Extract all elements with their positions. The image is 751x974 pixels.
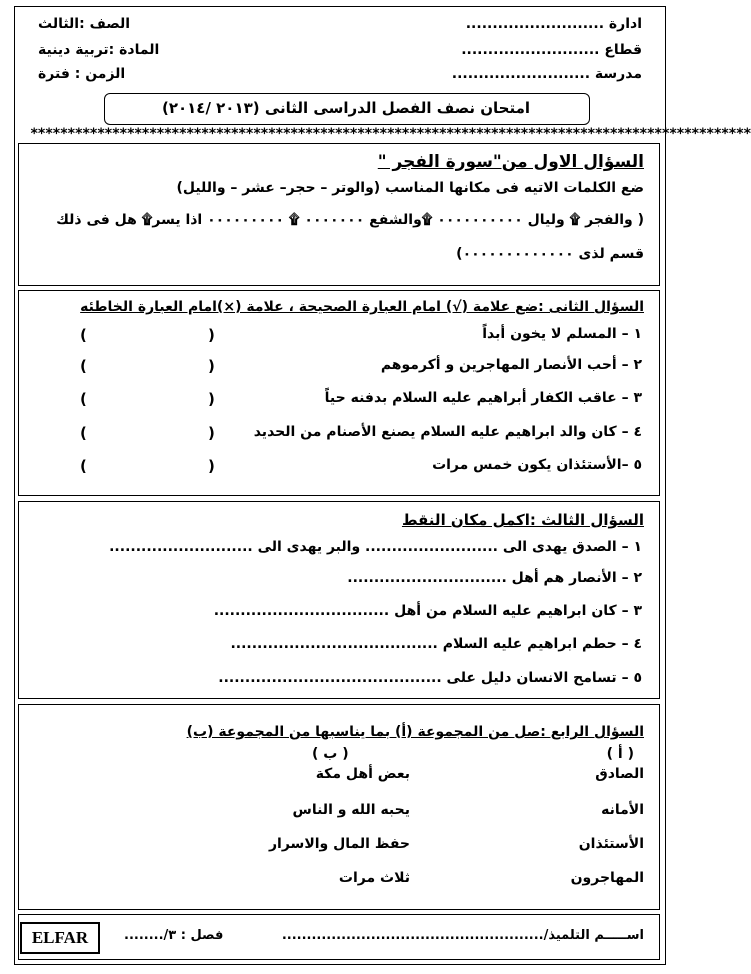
- brand-box: [20, 922, 100, 954]
- q2-open-paren-3: (: [208, 390, 215, 408]
- header-time: الزمن : فترة: [38, 66, 126, 82]
- q2-open-paren-2: (: [208, 357, 215, 375]
- q4-a-item-2: الأمانه: [601, 802, 644, 818]
- q2-item-5: ٥ –الأستئذان يكون خمس مرات: [432, 457, 642, 473]
- q1-instruction: ضع الكلمات الاتيه فى مكانها المناسب (والوتر – حجر– عشر – والليل): [176, 180, 644, 196]
- q2-close-paren-5: ): [80, 457, 87, 475]
- q4-a-item-4: المهاجرون: [570, 870, 644, 886]
- q4-b-item-2: يحبه الله و الناس: [292, 802, 410, 818]
- q2-open-paren-4: (: [208, 424, 215, 442]
- q1-title: السؤال الاول من"سورة الفجر ": [377, 152, 644, 172]
- header-school: مدرسة ..........................: [451, 66, 642, 82]
- q4-b-item-3: حفظ المال والاسرار: [268, 836, 410, 852]
- q2-item-1: ١ – المسلم لا يخون أبداً: [482, 326, 642, 342]
- q2-title: السؤال الثانى :ضع علامة (√) امام العبارة الصحيحة ، علامة (×)امام العبارة الخاطئه: [80, 299, 644, 315]
- q3-item-1: ١ – الصدق يهدى الى ......................... والبر يهدى الى ...........................: [109, 539, 642, 555]
- q4-group-b-label: ( ب ): [312, 746, 349, 762]
- brand-label: ELFAR: [31, 928, 89, 947]
- q3-item-4: ٤ – حطم ابراهيم عليه السلام .......................................: [230, 636, 642, 652]
- q2-close-paren-2: ): [80, 357, 87, 375]
- q2-item-4: ٤ – كان والد ابراهيم عليه السلام يصنع الأصنام من الحديد: [253, 424, 642, 440]
- q2-close-paren-4: ): [80, 424, 87, 442]
- q4-b-item-4: ثلاث مرات: [338, 870, 410, 886]
- q3-title: السؤال الثالث :اكمل مكان النقط: [401, 511, 644, 529]
- class-field: فصل : ٣/........: [124, 928, 224, 943]
- header-subject: المادة :تربية دينية: [38, 42, 160, 58]
- q1-verse-line-2: قسم لذى ٠٠٠٠٠٠٠٠٠٠٠٠٠): [456, 246, 644, 262]
- stars-divider: *************************************************************************************************: [30, 126, 751, 142]
- q2-item-2: ٢ – أحب الأنصار المهاجرين و أكرموهم: [380, 357, 642, 373]
- q4-b-item-1: بعض أهل مكة: [315, 766, 410, 782]
- q1-verse-line-1: ( والفجر ۩ وليال ٠٠٠٠٠٠٠٠٠٠ ۩والشفع ٠٠٠٠٠٠٠ ۩ ٠٠٠٠٠٠٠٠٠ اذا يسر۩ هل فى ذلك: [56, 212, 644, 228]
- header-grade: الصف :الثالث: [38, 16, 131, 32]
- student-name-field: اســـــم التلميذ/.....................................................: [281, 928, 644, 943]
- header-sector: قطاع ..........................: [461, 42, 642, 58]
- q3-item-5: ٥ – تسامح الانسان دليل على ..........................................: [218, 670, 642, 686]
- q4-title: السؤال الرابع :صل من المجموعة (أ) بما يناسبها من المجموعة (ب): [186, 724, 644, 740]
- q2-open-paren-1: (: [208, 326, 215, 344]
- q3-item-3: ٣ – كان ابراهيم عليه السلام من أهل .................................: [213, 603, 642, 619]
- q2-close-paren-1: ): [80, 326, 87, 344]
- exam-title: امتحان نصف الفصل الدراسى الثانى (٢٠١٣ /٢٠١٤): [161, 99, 531, 117]
- q2-close-paren-3: ): [80, 390, 87, 408]
- q2-item-3: ٣ – عاقب الكفار أبراهيم عليه السلام بدفنه حياً: [324, 390, 642, 406]
- q4-a-item-3: الأستئذان: [578, 836, 644, 852]
- q4-a-item-1: الصادق: [595, 766, 644, 782]
- q2-open-paren-5: (: [208, 457, 215, 475]
- q3-item-2: ٢ – الأنصار هم أهل ..............................: [347, 570, 642, 586]
- q4-group-a-label: ( أ ): [606, 746, 634, 762]
- header-admin: ادارة ..........................: [465, 16, 642, 32]
